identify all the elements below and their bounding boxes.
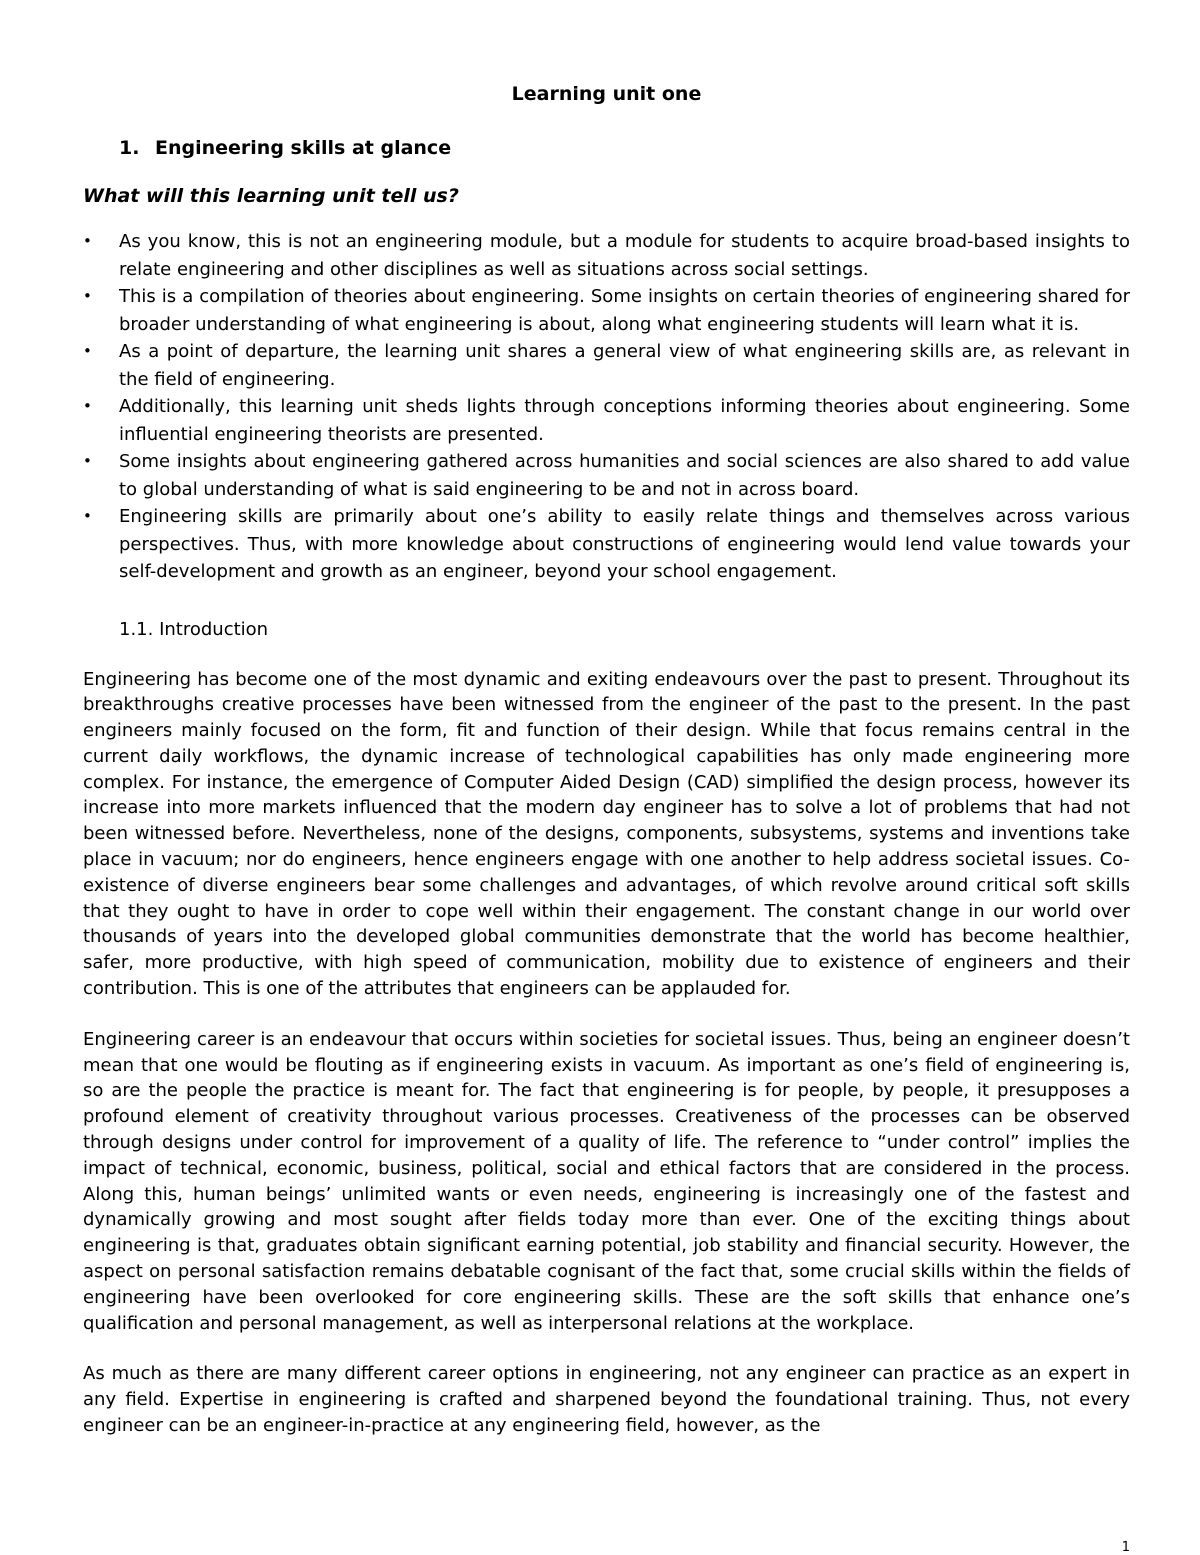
body-paragraph: Engineering career is an endeavour that occurs within societies for societal issues. Thus, being an engineer doesn’t mean that one would be flouting as if engineering exists in vacuum. As important as one’s field of engineering is, so are the people the practice is meant for. The fact that engineering is for people, by people, it presupposes a profound element of creativity throughout various processes. Creativeness of the processes can be observed through designs under control for improvement of a quality of life. The reference to “under control” implies the impact of technical, economic, business, political, social and ethical factors that are considered in the process. Along this, human beings’ unlimited wants or even needs, engineering is increasingly one of the fastest and dynamically growing and most sought after fields today more than ever. One of the exciting things about engineering is that, graduates obtain significant earning potential, job stability and financial security. However, the aspect on personal satisfaction remains debatable cognisant of the fact that, some crucial skills within the fields of engineering have been overlooked for core engineering skills. These are the soft skills that enhance one’s qualification and personal management, as well as interpersonal relations at the workplace. — [83, 1028, 1130, 1334]
bullet-text: As you know, this is not an engineering module, but a module for students to acquire broad-based insights to relate engineering and other disciplines as well as situations across social settings. — [119, 231, 1130, 280]
bullet-item — [83, 393, 1130, 448]
bullet-text: Some insights about engineering gathered across humanities and social sciences are also shared to add value to global understanding of what is said engineering to be and not in across board. — [119, 451, 1130, 500]
page-number: 1 — [1121, 1540, 1130, 1555]
subsection-heading: 1.1. Introduction — [119, 618, 269, 640]
section-heading — [119, 134, 1130, 162]
bullet-item — [83, 228, 1130, 283]
body-paragraph: Engineering has become one of the most dynamic and exiting endeavours over the past to present. Throughout its breakthroughs creative processes have been witnessed from the engineer of the past to the present. In the past engineers mainly focused on the form, fit and function of their design. While that focus remains central in the current daily workflows, the dynamic increase of technological capabilities has only made engineering more complex. For instance, the emergence of Computer Aided Design (CAD) simplified the design process, however its increase into more markets influenced that the modern day engineer has to solve a lot of problems that had not been witnessed before. Nevertheless, none of the designs, components, subsystems, systems and inventions take place in vacuum; nor do engineers, hence engineers engage with one another to help address societal issues. Co-existence of diverse engineers bear some challenges and advantages, of which revolve around critical soft skills that they ought to have in order to cope well within their engagement. The constant change in our world over thousands of years into the developed global communities demonstrate that the world has become healthier, safer, more productive, with high speed of communication, mobility due to existence of engineers and their contribution. This is one of the attributes that engineers can be applauded for. — [83, 668, 1130, 1000]
bullet-text: Additionally, this learning unit sheds lights through conceptions informing theories about engineering. Some influential engineering theorists are presented. — [119, 396, 1130, 445]
bullet-text: Engineering skills are primarily about one’s ability to easily relate things and themselves across various perspectives. Thus, with more knowledge about constructions of engineering would lend value towards your self-development and growth as an engineer, beyond your school engagement. — [119, 506, 1130, 582]
bullet-icon: • — [83, 507, 92, 525]
bullet-icon: • — [83, 452, 92, 470]
document-page — [83, 80, 1130, 1439]
unit-title: Learning unit one — [511, 83, 702, 105]
bullet-icon: • — [83, 287, 92, 305]
bullet-text: This is a compilation of theories about engineering. Some insights on certain theories of engineering shared for broader understanding of what engineering is about, along what engineering students will learn what it is. — [119, 286, 1130, 335]
bullet-item — [83, 503, 1130, 586]
section-title: Engineering skills at glance — [155, 137, 452, 159]
bullet-item — [83, 338, 1130, 393]
bullet-icon: • — [83, 232, 92, 250]
bullet-list — [83, 228, 1130, 586]
section-number: 1. — [119, 137, 140, 159]
bullet-item — [83, 448, 1130, 503]
bullet-text: As a point of departure, the learning unit shares a general view of what engineering skills are, as relevant in the field of engineering. — [119, 341, 1130, 390]
bullet-icon: • — [83, 397, 92, 415]
bullet-item — [83, 283, 1130, 338]
unit-question: What will this learning unit tell us? — [83, 185, 459, 207]
bullet-icon: • — [83, 342, 92, 360]
body-paragraph: As much as there are many different career options in engineering, not any engineer can practice as an expert in any field. Expertise in engineering is crafted and sharpened beyond the foundational training. Thus, not every engineer can be an engineer-in-practice at any engineering field, however, as the — [83, 1363, 1130, 1437]
